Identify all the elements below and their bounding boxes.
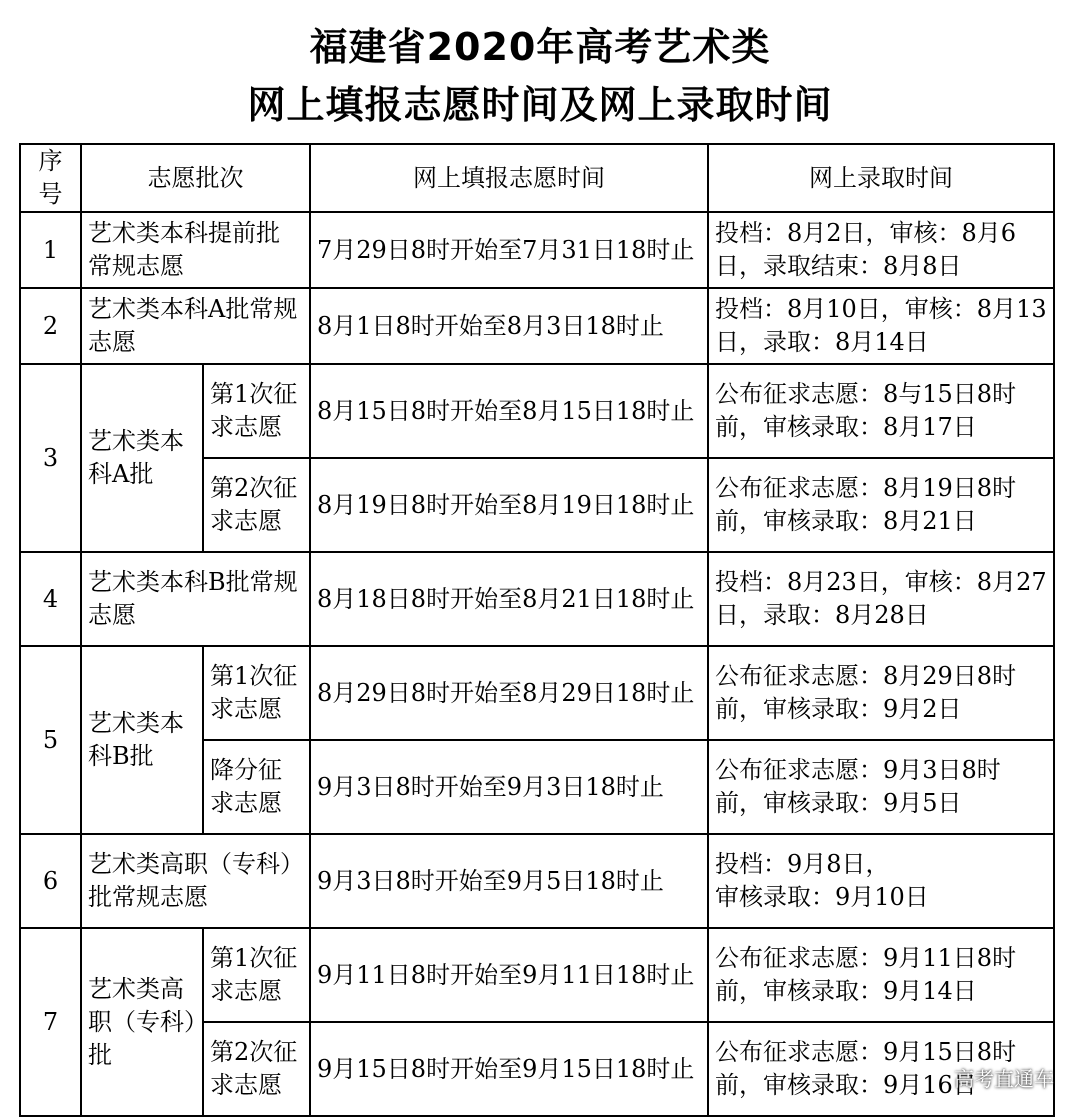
row-seq: 5 [20,646,81,834]
page-title-line-2: 网上填报志愿时间及网上录取时间 [247,83,833,127]
row-sub-batch: 第1次征求志愿 [203,364,310,458]
row-fill-time: 8月19日8时开始至8月19日18时止 [310,458,708,552]
row-batch: 艺术类本科A批 [81,364,203,552]
row-fill-time: 8月15日8时开始至8月15日18时止 [310,364,708,458]
row-seq: 2 [20,288,81,364]
table-row [20,552,1054,646]
row-admit-time: 投档：8月10日，审核：8月13日，录取：8月14日 [708,288,1054,364]
row-fill-time: 8月18日8时开始至8月21日18时止 [310,552,708,646]
row-seq: 4 [20,552,81,646]
table-row [20,928,1054,1022]
row-admit-time: 公布征求志愿：9月11日8时前，审核录取：9月14日 [708,928,1054,1022]
header-admit-time: 网上录取时间 [708,144,1054,212]
header-seq: 序号 [20,144,81,212]
table-row [20,288,1054,364]
row-batch: 艺术类本科B批常规志愿 [81,552,310,646]
table-row [20,364,1054,458]
row-seq: 6 [20,834,81,928]
row-fill-time: 9月11日8时开始至9月11日18时止 [310,928,708,1022]
row-fill-time: 9月15日8时开始至9月15日18时止 [310,1022,708,1116]
header-row [20,144,1054,212]
row-admit-time [708,834,1054,928]
row-sub-batch: 第1次征求志愿 [203,646,310,740]
row-fill-time: 8月1日8时开始至8月3日18时止 [310,288,708,364]
row-seq: 1 [20,212,81,288]
row-fill-time: 7月29日8时开始至7月31日18时止 [310,212,708,288]
row-admit-line-1: 投档：9月8日， [715,850,890,878]
row-admit-time: 公布征求志愿：8月19日8时前，审核录取：8月21日 [708,458,1054,552]
schedule-table [19,143,1055,1117]
row-seq: 3 [20,364,81,552]
row-sub-batch: 第1次征求志愿 [203,928,310,1022]
page-title-line-1: 福建省2020年高考艺术类 [309,25,771,69]
row-seq: 7 [20,928,81,1116]
row-sub-batch: 第2次征求志愿 [203,458,310,552]
row-admit-time: 公布征求志愿：8月29日8时前，审核录取：9月2日 [708,646,1054,740]
watermark: 高考直通车 [954,1067,1054,1091]
row-fill-time: 9月3日8时开始至9月5日18时止 [310,834,708,928]
row-batch: 艺术类本科提前批常规志愿 [81,212,310,288]
row-fill-time: 8月29日8时开始至8月29日18时止 [310,646,708,740]
table-row [20,212,1054,288]
row-batch: 艺术类高职（专科）批常规志愿 [81,834,310,928]
row-batch: 艺术类本科B批 [81,646,203,834]
row-admit-time: 投档：8月23日，审核：8月27日，录取：8月28日 [708,552,1054,646]
row-admit-time: 公布征求志愿：9月15日8时前，审核录取：9月16日 [708,1022,1054,1116]
row-admit-time: 公布征求志愿：8与15日8时前，审核录取：8月17日 [708,364,1054,458]
header-batch: 志愿批次 [81,144,310,212]
row-sub-batch: 第2次征求志愿 [203,1022,310,1116]
table-row [20,834,1054,928]
row-admit-line-2: 审核录取：9月10日 [715,883,929,911]
header-fill-time: 网上填报志愿时间 [310,144,708,212]
row-batch: 艺术类本科A批常规志愿 [81,288,310,364]
table-row [20,646,1054,740]
row-batch: 艺术类高职（专科）批 [81,928,203,1116]
row-admit-time: 投档：8月2日，审核：8月6日，录取结束：8月8日 [708,212,1054,288]
row-sub-batch: 降分征求志愿 [203,740,310,834]
row-admit-time: 公布征求志愿：9月3日8时前，审核录取：9月5日 [708,740,1054,834]
row-fill-time: 9月3日8时开始至9月3日18时止 [310,740,708,834]
